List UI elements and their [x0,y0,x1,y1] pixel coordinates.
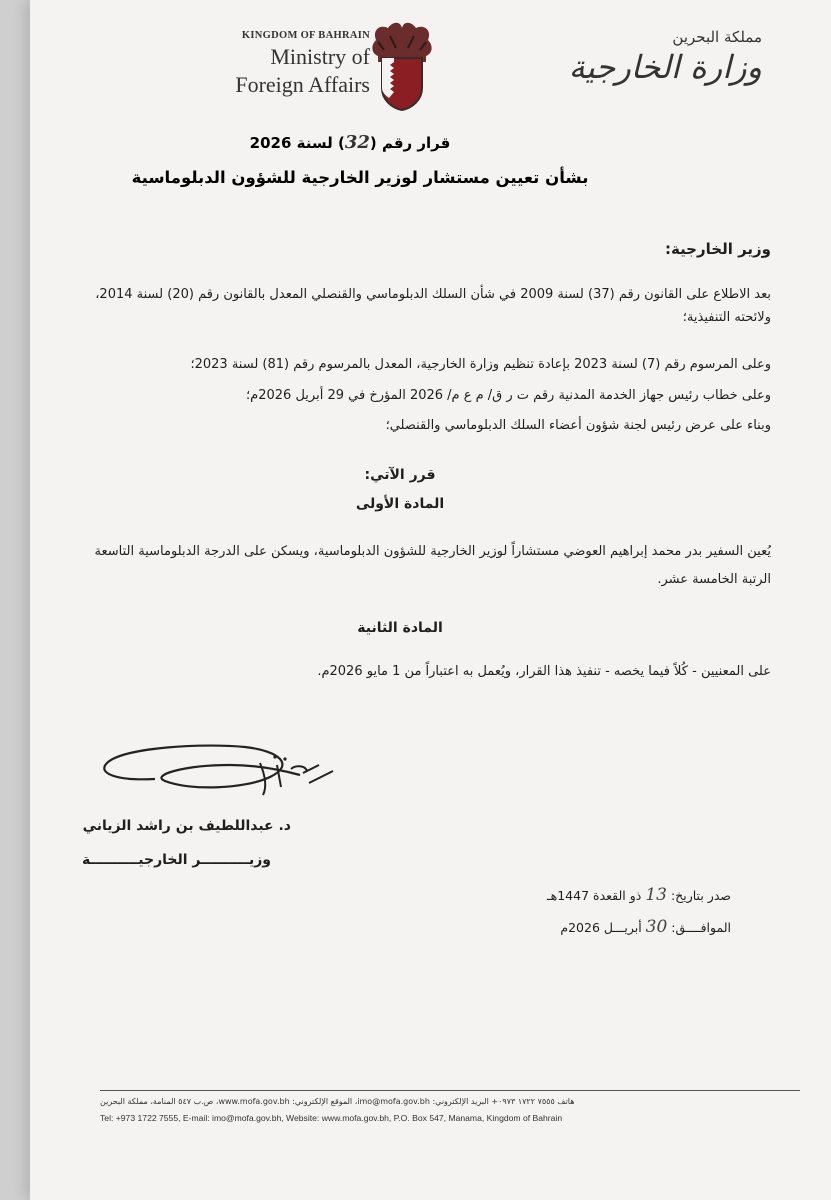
decision-number: 32 [344,132,370,153]
ministry-name-en-line2: Foreign Affairs [235,72,370,97]
background-edge [0,0,30,1200]
footer-contact-arabic: هاتف ٧٥٥٥ ١٧٢٢ ٠٩٧٣+ البريد الإلكتروني: imo@mofa.gov.bh، الموقع الإلكتروني: www.mofa.gov.bh، ص.ب ٥٤٧ المنامة، مملكة البحرين [100,1097,575,1106]
issue-date-label: صدر بتاريخ: [670,888,731,903]
issue-date-day: 13 [645,885,667,905]
footer-contact-english: Tel: +973 1722 7555, E-mail: imo@mofa.gov.bh, Website: www.mofa.gov.bh, P.O. Box 547, Manama, Kingdom of Bahrain [100,1113,563,1123]
kingdom-name-en: KINGDOM OF BAHRAIN [241,30,370,41]
corresponding-date-day: 30 [645,917,668,937]
decision-label: قرار رقم ( [369,134,451,152]
decided-heading: قرر الآتي: [364,467,436,483]
footer-divider [100,1090,800,1091]
corresponding-date-month-year: أبريـــل 2026م [560,920,642,935]
letterhead-english [160,30,370,97]
article-1-title: المادة الأولى [355,496,445,512]
issue-date [547,885,731,905]
preamble-paragraph-2: وعلى المرسوم رقم (7) لسنة 2023 بإعادة تنظيم وزارة الخارجية، المعدل بالمرسوم رقم (81) لسنة 2023؛ [190,357,771,372]
letterhead-arabic [462,28,762,86]
ministry-name-ar: وزارة الخارجية [568,48,762,86]
handwritten-signature [95,735,340,810]
signatory-title: وزيــــــــــر الخارجيــــــــــة [81,852,271,868]
article-2-title: المادة الثانية [357,620,443,636]
article-1-text: يُعين السفير بدر محمد إبراهيم العوضي مستشاراً لوزير الخارجية للشؤون الدبلوماسية، ويسكن على الدرجة الدبلوماسية التاسعة الرتبة الخامسة عشر. [94,544,771,587]
ministry-name-en-line1: Ministry of [270,44,370,69]
article-2-text: على المعنيين - كُلاً فيما يخصه - تنفيذ هذا القرار، ويُعمل به اعتباراً من 1 مايو 2026م. [317,664,771,679]
issue-date-month-year: ذو القعدة 1447هـ [546,888,642,903]
decision-number-line [180,132,520,153]
kingdom-name-ar: مملكة البحرين [672,28,762,46]
bahrain-coat-of-arms-icon [370,22,434,112]
preamble-paragraph-1: بعد الاطلاع على القانون رقم (37) لسنة 2009 في شأن السلك الدبلوماسي والقنصلي المعدل بالقانون رقم (20) لسنة 2014، ولائحته التنفيذية؛ [95,287,771,325]
signatory-name: د. عبداللطيف بن راشد الزياني [82,818,291,834]
preamble-paragraph-4: وبناء على عرض رئيس لجنة شؤون أعضاء السلك الدبلوماسي والقنصلي؛ [385,418,771,433]
preamble-paragraph-3: وعلى خطاب رئيس جهاز الخدمة المدنية رقم ت ر ق/ م ع م/ 2026 المؤرخ في 29 أبريل 2026م؛ [246,388,771,403]
corresponding-date-label: الموافــــق: [671,920,731,935]
decision-subject: بشأن تعيين مستشار لوزير الخارجية للشؤون الدبلوماسية [131,168,589,187]
minister-title: وزير الخارجية: [664,240,771,258]
decision-year: ) لسنة 2026 [249,134,345,152]
corresponding-date [560,917,731,937]
